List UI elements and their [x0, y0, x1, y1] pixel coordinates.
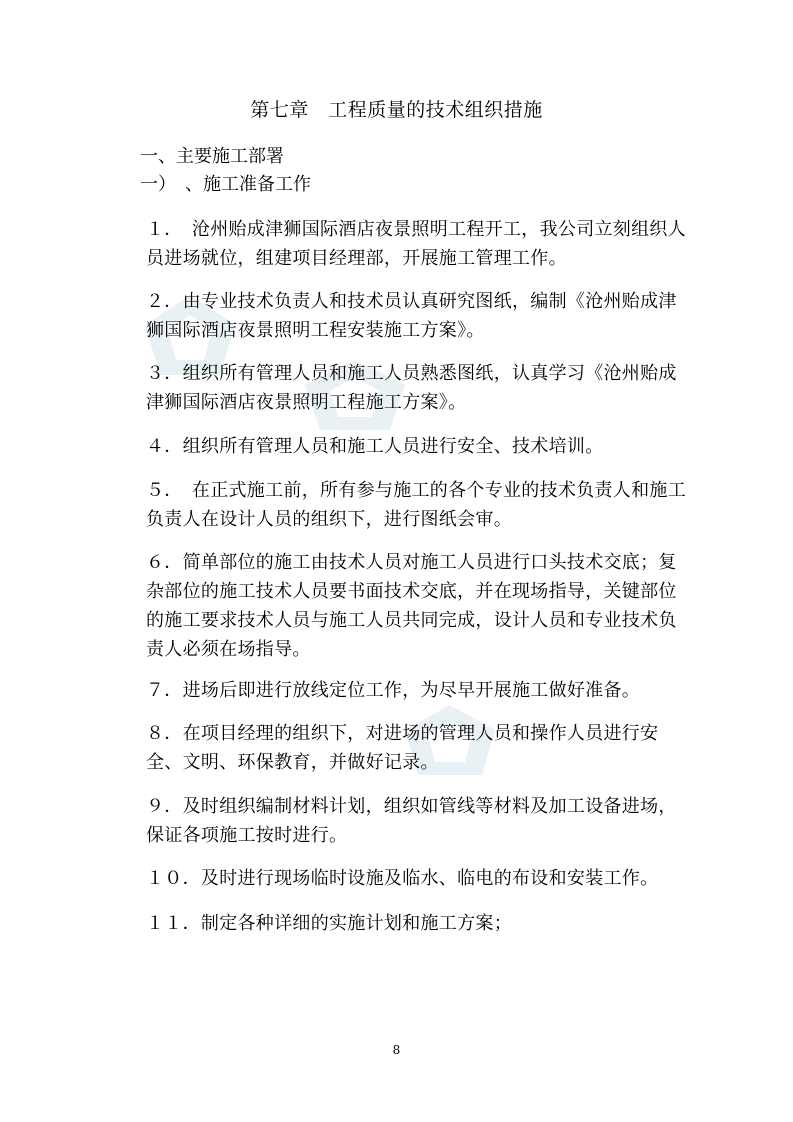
list-item: ４．组织所有管理人员和施工人员进行安全、技术培训。: [146, 436, 604, 457]
list-item: ７．进场后即进行放线定位工作，为尽早开展施工做好准备。: [146, 680, 641, 701]
list-item: ３．组织所有管理人员和施工人员熟悉图纸，认真学习《沧州贻成津狮国际酒店夜景照明工程施工方案》。: [146, 363, 677, 413]
page-number: 8: [392, 1043, 401, 1057]
section-heading: 一、主要施工部署: [140, 146, 284, 167]
list-item: ８．在项目经理的组织下，对进场的管理人员和操作人员进行安全、文明、环保教育，并做好记录。: [146, 723, 659, 773]
list-item: ９．及时组织编制材料计划，组织如管线等材料及加工设备进场，保证各项施工按时进行。: [146, 796, 677, 846]
list-item: １０．及时进行现场临时设施及临水、临电的布设和安装工作。: [146, 868, 659, 889]
list-item: ２．由专业技术负责人和技术员认真研究图纸，编制《沧州贻成津狮国际酒店夜景照明工程安装施工方案》。: [146, 291, 677, 341]
list-item: １． 沧州贻成津狮国际酒店夜景照明工程开工，我公司立刻组织人员进场就位，组建项目经理部，开展施工管理工作。: [146, 219, 687, 269]
list-item: １１．制定各种详细的实施计划和施工方案；: [146, 913, 513, 934]
list-item: ５． 在正式施工前，所有参与施工的各个专业的技术负责人和施工负责人在设计人员的组织下，进行图纸会审。: [146, 480, 687, 530]
list-item: ６．简单部位的施工由技术人员对施工人员进行口头技术交底；复杂部位的施工技术人员要书面技术交底，并在现场指导，关键部位的施工要求技术人员与施工人员共同完成，设计人员和专业技术负责人必须在场指导。: [146, 552, 677, 660]
subsection-heading: 一） 、施工准备工作: [140, 174, 311, 195]
chapter-title: 第七章 工程质量的技术组织措施: [250, 99, 543, 121]
